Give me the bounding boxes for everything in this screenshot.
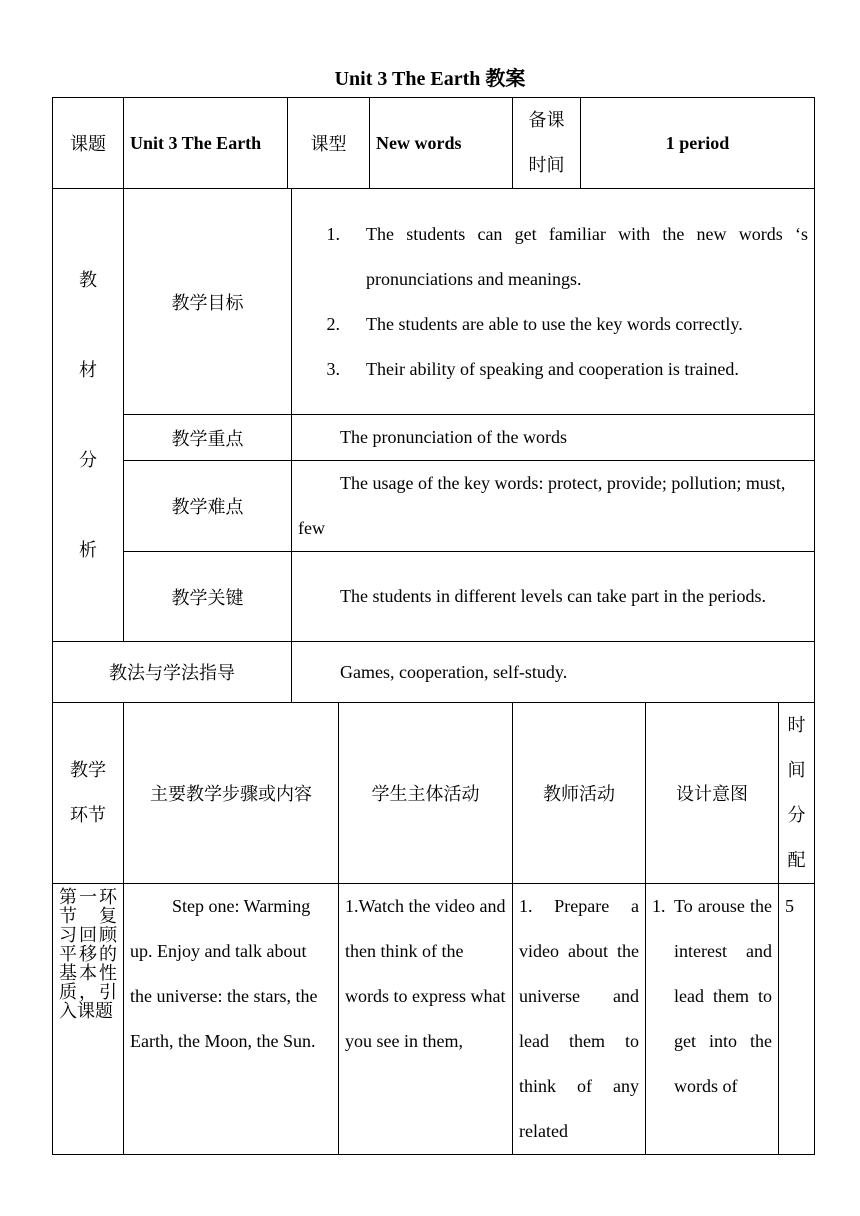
goals-list [298,212,808,392]
table-row [53,884,815,1155]
side-char-4: 析 [79,540,97,560]
student-activity-cell: 1.Watch the video and then think of the words to express what you see in them, [339,884,513,1155]
prep-value: 1 period [581,98,815,189]
method-label: 教法与学法指导 [53,642,292,703]
stage-header [53,703,124,884]
time-header [779,703,815,884]
page-title: Unit 3 The Earth 教案 [334,68,526,90]
prep-label-line-1: 备课 [528,110,565,130]
stage-header-line-2: 环节 [70,805,106,825]
intent-number: 1. [652,896,666,916]
goal-number: 2. [326,313,340,334]
header-table [52,97,815,189]
goal-item [298,347,808,392]
topic-label: 课题 [53,98,124,189]
key-point-label: 教学重点 [124,415,292,461]
side-char-1: 教 [79,270,97,290]
topic-value: Unit 3 The Earth [124,98,288,189]
analysis-table [52,188,815,703]
time-cell: 5 [779,884,815,1155]
goal-text: The students can get familiar with the new words ‘s pronunciations and meanings. [366,223,808,289]
time-header-char: 间 [787,760,806,780]
prep-label-line-2: 时间 [528,155,565,175]
crux-text: The students in different levels can take part in the periods. [292,552,815,642]
time-header-char: 分 [787,805,806,825]
intent-text: To arouse the interest and lead them to get into the words of [674,896,772,1096]
goal-number: 1. [326,223,340,244]
process-table [52,702,815,1155]
teacher-activity-header: 教师活动 [513,703,646,884]
student-activity-header: 学生主体活动 [339,703,513,884]
key-point-text: The pronunciation of the words [292,415,815,461]
side-char-2: 材 [79,360,97,380]
stage-cell: 第一环节 复习回顾平移的基本性质，引入课题 [53,884,124,1155]
goal-number: 3. [326,358,340,379]
method-text: Games, cooperation, self-study. [292,642,815,703]
goal-item [298,302,808,347]
difficulty-label: 教学难点 [124,461,292,552]
goal-item [298,212,808,302]
steps-header: 主要教学步骤或内容 [124,703,339,884]
design-intent-cell [646,884,779,1155]
design-intent-header: 设计意图 [646,703,779,884]
prep-time-label [513,98,581,189]
difficulty-text: The usage of the key words: protect, provide; pollution; must, few [292,461,815,552]
goals-label: 教学目标 [124,189,292,415]
teacher-activity-cell: 1. Prepare a video about the universe and lead them to think of any related [513,884,646,1155]
type-value: New words [370,98,513,189]
goal-text: The students are able to use the key words correctly. [366,313,743,334]
time-header-char: 配 [787,850,806,870]
time-header-char: 时 [787,715,806,735]
goals-cell [292,189,815,415]
intent-item [652,884,772,1109]
steps-cell: Step one: Warming up. Enjoy and talk about the universe: the stars, the Earth, the Moon, the Sun. [124,884,339,1155]
goal-text: Their ability of speaking and cooperation is trained. [366,358,739,379]
side-char-3: 分 [79,450,97,470]
type-label: 课型 [288,98,370,189]
analysis-side-label [53,189,124,642]
stage-header-line-1: 教学 [70,760,106,780]
crux-label: 教学关键 [124,552,292,642]
